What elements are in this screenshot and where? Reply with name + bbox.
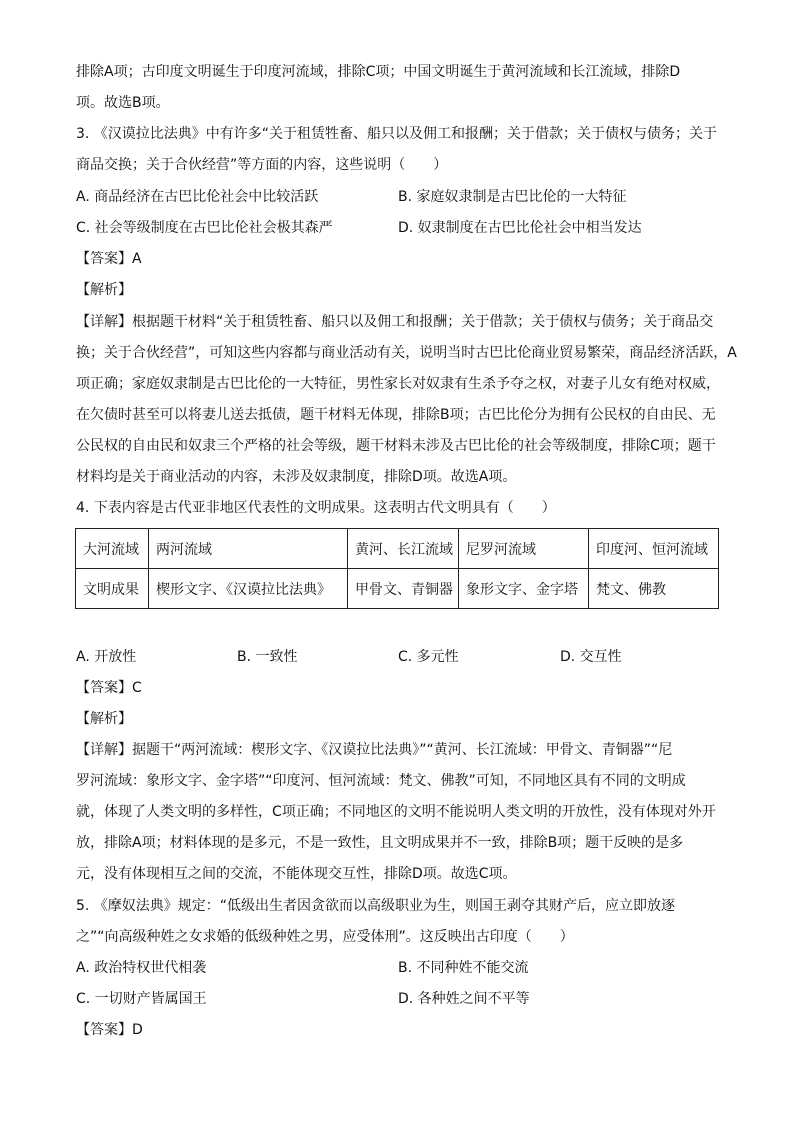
q3-detail-line: 换；关于合伙经营”，可知这些内容都与商业活动有关，说明当时古巴比伦商业贸易繁荣，商品经济活跃，A [76, 345, 737, 361]
table-cell: 楔形文字、《汉谟拉比法典》 [149, 569, 348, 609]
q3-detail-line: 公民权的自由民和奴隶三个严格的社会等级，题干材料未涉及古巴比伦的社会等级制度，排除C项；题干 [76, 438, 716, 454]
table-cell: 甲骨文、青铜器 [348, 569, 459, 609]
q4-detail-line [76, 740, 672, 760]
q4-detail-line: 元，没有体现相互之间的交流，不能体现交互性，排除D项。故选C项。 [76, 866, 517, 882]
answer-value: C [132, 680, 142, 696]
civilization-table [75, 528, 719, 609]
q3-detail-line: 材料均是关于商业活动的内容，未涉及奴隶制度，排除D项。故选A项。 [76, 469, 517, 485]
table-row [76, 529, 719, 569]
answer-tag: 【答案】 [76, 251, 132, 267]
table-cell: 黄河、长江流域 [348, 529, 459, 569]
detail-text: 根据题干材料“关于租赁牲畜、船只以及佣工和报酬；关于借款；关于债权与债务；关于商品交 [132, 314, 714, 330]
q5-option-b: B. 不同种姓不能交流 [398, 960, 529, 976]
q2-explanation-line: 项。故选B项。 [76, 95, 170, 111]
q3-detail-line [76, 312, 713, 332]
q4-detail-line: 就，体现了人类文明的多样性，C项正确；不同地区的文明不能说明人类文明的开放性，没有体现对外开 [76, 804, 716, 820]
detail-text: 据题干“两河流域：楔形文字、《汉谟拉比法典》”“黄河、长江流域：甲骨文、青铜器”“尼 [132, 742, 673, 758]
q3-option-c: C. 社会等级制度在古巴比伦社会极其森严 [76, 220, 333, 236]
q4-detail-line: 罗河流域：象形文字、金字塔”“印度河、恒河流域：梵文、佛教”可知，不同地区具有不同的文明成 [76, 773, 686, 789]
answer-tag: 【答案】 [76, 680, 132, 696]
table-cell: 文明成果 [76, 569, 149, 609]
q4-option-a: A. 开放性 [76, 649, 137, 665]
q4-option-b: B. 一致性 [237, 649, 298, 665]
q5-answer [76, 1020, 143, 1040]
table-row [76, 569, 719, 609]
table-cell: 印度河、恒河流域 [589, 529, 719, 569]
q5-option-d: D. 各种姓之间不平等 [398, 991, 530, 1007]
answer-value: A [132, 251, 142, 267]
q3-option-d: D. 奴隶制度在古巴比伦社会中相当发达 [398, 220, 642, 236]
table-cell: 梵文、佛教 [589, 569, 719, 609]
q4-detail-line: 放，排除A项；材料体现的是多元，不是一致性，且文明成果并不一致，排除B项；题干反映的是多 [76, 835, 684, 851]
q5-option-a: A. 政治特权世代相袭 [76, 960, 207, 976]
answer-value: D [132, 1022, 143, 1038]
answer-tag: 【答案】 [76, 1022, 132, 1038]
detail-tag: 【详解】 [76, 314, 132, 330]
q3-option-a: A. 商品经济在古巴比伦社会中比较活跃 [76, 189, 319, 205]
table-cell: 大河流域 [76, 529, 149, 569]
q3-detail-line: 在欠债时甚至可以将妻儿送去抵债，题干材料无体现，排除B项；古巴比伦分为拥有公民权的自由民、无 [76, 407, 716, 423]
table-cell: 尼罗河流域 [459, 529, 589, 569]
q2-explanation-line: 排除A项；古印度文明诞生于印度河流域，排除C项；中国文明诞生于黄河流域和长江流域，排除D [76, 64, 681, 80]
q3-answer [76, 249, 142, 269]
q4-analysis-tag: 【解析】 [76, 711, 132, 727]
q4-option-c: C. 多元性 [398, 649, 459, 665]
q3-analysis-tag: 【解析】 [76, 282, 132, 298]
table-cell: 象形文字、金字塔 [459, 569, 589, 609]
q5-stem: 5. 《摩奴法典》规定：“低级出生者因贪欲而以高级职业为生，则国王剥夺其财产后，应立即放逐 [76, 898, 676, 914]
q4-stem: 4. 下表内容是古代亚非地区代表性的文明成果。这表明古代文明具有（ ） [76, 500, 556, 516]
q3-detail-line: 项正确；家庭奴隶制是古巴比伦的一大特征，男性家长对奴隶有生杀予夺之权，对妻子儿女有绝对权威， [76, 376, 720, 392]
q5-option-c: C. 一切财产皆属国王 [76, 991, 207, 1007]
detail-tag: 【详解】 [76, 742, 132, 758]
q3-stem: 3. 《汉谟拉比法典》中有许多“关于租赁牲畜、船只以及佣工和报酬；关于借款；关于债权与债务；关于 [76, 126, 718, 142]
q5-stem: 之”“向高级种姓之女求婚的低级种姓之男，应受体刑”。这反映出古印度（ ） [76, 929, 574, 945]
q3-option-b: B. 家庭奴隶制是古巴比伦的一大特征 [398, 189, 627, 205]
table-cell: 两河流域 [149, 529, 348, 569]
q3-stem: 商品交换；关于合伙经营”等方面的内容，这些说明（ ） [76, 157, 448, 173]
q4-option-d: D. 交互性 [560, 649, 622, 665]
q4-answer [76, 678, 142, 698]
